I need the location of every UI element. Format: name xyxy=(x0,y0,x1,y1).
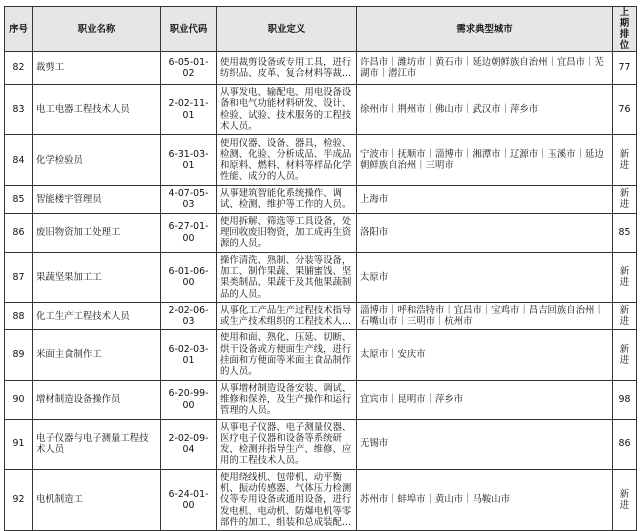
occupation-code: 6-02-03-01 xyxy=(161,330,217,380)
demand-cities-text: 上海市 xyxy=(360,193,389,205)
header-index: 序号 xyxy=(5,7,33,52)
previous-rank: 98 xyxy=(613,380,637,419)
demand-cities-text: 太原市 xyxy=(360,271,389,283)
previous-rank: 新进 xyxy=(613,135,637,186)
demand-cities-text: 洛阳市 xyxy=(360,227,389,239)
demand-cities xyxy=(357,252,613,302)
occupation-name: 电工电器工程技术人员 xyxy=(33,85,161,135)
previous-rank: 新进 xyxy=(613,252,637,302)
occupation-name: 智能楼宇管理员 xyxy=(33,186,161,214)
demand-cities xyxy=(357,52,613,85)
demand-cities xyxy=(357,380,613,419)
demand-cities xyxy=(357,213,613,252)
header-code: 职业代码 xyxy=(161,7,217,52)
occupation-definition: 从事建筑智能化系统操作、调试、检测、维护等工作的人员。 xyxy=(220,188,352,211)
table-row xyxy=(5,85,637,135)
row-index: 88 xyxy=(5,302,33,330)
table-row xyxy=(5,330,637,380)
table-row xyxy=(5,469,637,530)
occupation-code: 6-31-03-01 xyxy=(161,135,217,186)
demand-cities-text: 许昌市｜潍坊市｜黄石市｜延边朝鲜族自治州｜宜昌市｜芜湖市｜潜江市 xyxy=(360,56,604,79)
occupation-definition: 从事化工产品生产过程技术指导或生产技术组织的工程技术人 xyxy=(220,304,352,328)
occupation-code: 6-20-99-00 xyxy=(161,380,217,419)
header-cities: 需求典型城市 xyxy=(357,7,613,52)
previous-rank: 76 xyxy=(613,85,637,135)
table-row xyxy=(5,252,637,302)
occupation-definition-cell xyxy=(217,186,357,214)
occupation-definition: 使用拆解、筛选等工具设备，处理回收废旧物资，加工成再生资源的人员。 xyxy=(220,215,352,250)
table-row xyxy=(5,186,637,214)
demand-cities-text: 宁波市｜抚顺市｜淄博市｜湘潭市｜辽源市｜玉溪市｜延边朝鲜族自治州｜三明市 xyxy=(360,148,604,172)
occupation-definition-cell xyxy=(217,302,357,330)
occupation-name: 化学检验员 xyxy=(33,135,161,186)
header-rank: 上期排位 xyxy=(613,7,637,52)
occupation-definition: 操作清洗、熟制、分装等设备，加工、制作果蔬、果脯蜜饯、坚果类制品、果蔬干及其他果蔬制品的人员。 xyxy=(220,254,352,300)
row-index: 86 xyxy=(5,213,33,252)
occupation-definition-cell xyxy=(217,419,357,469)
occupation-definition: 从事发电、输配电、用电设备设备和电气功能材料研发、设计、检验、试验、技术服务的工程技术人员。 xyxy=(220,87,352,132)
previous-rank: 85 xyxy=(613,213,637,252)
table-row xyxy=(5,52,637,85)
occupation-definition: 使用裁剪设备或专用工具，进行纺织品、皮革、复合材料等裁剪 xyxy=(220,56,352,79)
occupation-definition: 使用绕线机、包带机、动平衡机、振动传感器、气体压力检测仪等专用设备或通用设备，进行发电机、电动机、防爆电机等零部件的加工、组装和总成装配、 xyxy=(220,471,352,528)
previous-rank: 新进 xyxy=(613,330,637,380)
demand-cities xyxy=(357,186,613,214)
occupation-name: 电机制造工 xyxy=(33,469,161,530)
demand-cities xyxy=(357,419,613,469)
row-index: 89 xyxy=(5,330,33,380)
demand-cities-text: 苏州市｜蚌埠市｜黄山市｜马鞍山市 xyxy=(360,494,511,506)
table-row xyxy=(5,135,637,186)
demand-cities-text: 宜宾市｜昆明市｜萍乡市 xyxy=(360,393,464,405)
previous-rank: 新进 xyxy=(613,302,637,330)
occupation-name: 裁剪工 xyxy=(33,52,161,85)
occupation-name: 米面主食制作工 xyxy=(33,330,161,380)
occupation-definition-cell xyxy=(217,52,357,85)
header-definition: 职业定义 xyxy=(217,7,357,52)
row-index: 87 xyxy=(5,252,33,302)
row-index: 82 xyxy=(5,52,33,85)
row-index: 84 xyxy=(5,135,33,186)
row-index: 92 xyxy=(5,469,33,530)
occupation-code: 6-05-01-02 xyxy=(161,52,217,85)
demand-cities-text: 无锡市 xyxy=(360,438,389,450)
occupation-code: 2-02-09-04 xyxy=(161,419,217,469)
occupation-code: 6-01-06-00 xyxy=(161,252,217,302)
previous-rank: 新进 xyxy=(613,186,637,214)
demand-cities xyxy=(357,85,613,135)
demand-cities-text: 徐州市｜荆州市｜佛山市｜武汉市｜萍乡市 xyxy=(360,103,539,115)
occupation-name: 果蔬坚果加工工 xyxy=(33,252,161,302)
table-row xyxy=(5,213,637,252)
table-row xyxy=(5,380,637,419)
previous-rank: 77 xyxy=(613,52,637,85)
demand-cities xyxy=(357,302,613,330)
row-index: 85 xyxy=(5,186,33,214)
occupation-definition-cell xyxy=(217,135,357,186)
occupation-definition-cell xyxy=(217,252,357,302)
occupation-definition-cell xyxy=(217,330,357,380)
previous-rank: 新进 xyxy=(613,469,637,530)
demand-cities-text: 太原市｜安庆市 xyxy=(360,349,426,361)
occupation-table xyxy=(4,6,637,531)
row-index: 83 xyxy=(5,85,33,135)
occupation-definition: 使用仪器、设备、器具，检验、检测、化验、分析成品、半成品和原料、燃料、材料等样品化学性能、成分的人员。 xyxy=(220,137,352,183)
occupation-definition: 从事增材制造设备安装、调试、维修和保养，及生产操作和运行管理的人员。 xyxy=(220,382,352,417)
table-row xyxy=(5,302,637,330)
occupation-code: 2-02-06-03 xyxy=(161,302,217,330)
table-header-row xyxy=(5,7,637,52)
header-name: 职业名称 xyxy=(33,7,161,52)
occupation-name: 废旧物资加工处理工 xyxy=(33,213,161,252)
occupation-name: 化工生产工程技术人员 xyxy=(33,302,161,330)
table-row xyxy=(5,419,637,469)
occupation-definition-cell xyxy=(217,380,357,419)
row-index: 91 xyxy=(5,419,33,469)
occupation-code: 6-24-01-00 xyxy=(161,469,217,530)
occupation-code: 6-27-01-00 xyxy=(161,213,217,252)
occupation-definition: 使用和面、熟化、压延、切断、烘干设备或方便面生产线，进行挂面和方便面等米面主食品制作的人员。 xyxy=(220,332,352,378)
occupation-definition-cell xyxy=(217,85,357,135)
occupation-definition: 从事电子仪器、电子测量仪器、医疗电子仪器和设备等系统研发、检测并指导生产、维修、应用的工程技术人员。 xyxy=(220,421,352,467)
demand-cities xyxy=(357,330,613,380)
occupation-definition-cell xyxy=(217,469,357,530)
demand-cities-text: 淄博市｜呼和浩特市｜宜昌市｜宝鸡市｜昌吉回族自治州｜石嘴山市｜三明市｜杭州市 xyxy=(360,304,604,328)
previous-rank: 86 xyxy=(613,419,637,469)
occupation-definition-cell xyxy=(217,213,357,252)
occupation-name: 增材制造设备操作员 xyxy=(33,380,161,419)
occupation-code: 2-02-11-01 xyxy=(161,85,217,135)
row-index: 90 xyxy=(5,380,33,419)
demand-cities xyxy=(357,469,613,530)
occupation-name: 电子仪器与电子测量工程技术人员 xyxy=(33,419,161,469)
occupation-code: 4-07-05-03 xyxy=(161,186,217,214)
demand-cities xyxy=(357,135,613,186)
